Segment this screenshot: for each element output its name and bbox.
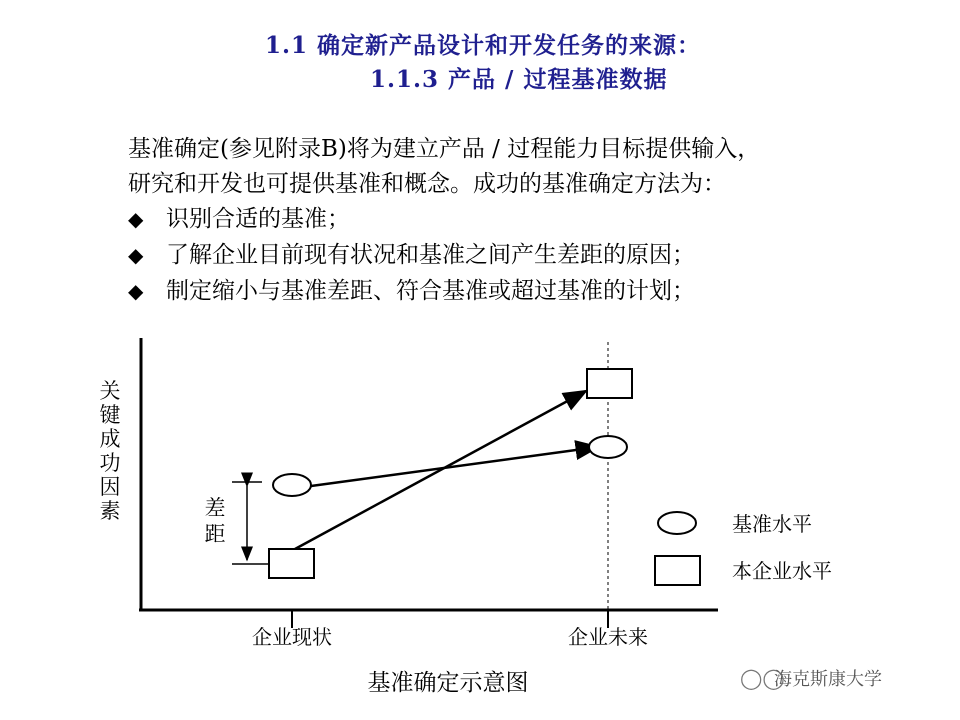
y-axis-label-char: 键 <box>99 403 121 427</box>
legend-benchmark-label: 基准水平 <box>732 512 812 536</box>
watermark-text: 海克斯康大学 <box>774 669 882 690</box>
intro-line-2: 研究和开发也可提供基准和概念。成功的基准确定方法为： <box>128 171 726 197</box>
bullet-text: 了解企业目前现有状况和基准之间产生差距的原因； <box>166 242 695 268</box>
bullet-text: 识别合适的基准； <box>166 206 350 232</box>
y-axis-label-char: 素 <box>99 499 121 523</box>
x-label-current: 企业现状 <box>252 625 332 649</box>
y-axis-label-char: 功 <box>99 451 121 475</box>
y-axis-label-char: 成 <box>99 427 121 451</box>
watermark <box>740 665 882 691</box>
benchmark-current-marker <box>273 474 311 496</box>
benchmark-future-marker <box>589 436 627 458</box>
enterprise-future-marker <box>587 369 632 398</box>
gap-label-char: 差 <box>204 496 226 520</box>
benchmark-trend-arrow <box>311 447 598 486</box>
title-line-1: 1.1 确定新产品设计和开发任务的来源： <box>265 32 702 59</box>
intro-line-1: 基准确定(参见附录B)将为建立产品 / 过程能力目标提供输入， <box>128 136 761 162</box>
diamond-icon: ◆ <box>128 243 144 267</box>
y-axis-label-char: 关 <box>99 379 121 403</box>
gap-label-char: 距 <box>204 522 226 546</box>
title-line-2: 1.1.3 产品 / 过程基准数据 <box>370 66 668 93</box>
legend-enterprise-label: 本企业水平 <box>732 559 832 583</box>
legend-square-icon <box>655 556 700 585</box>
diagram-caption: 基准确定示意图 <box>367 670 529 696</box>
y-axis-label-char: 因 <box>99 475 121 499</box>
diamond-icon: ◆ <box>128 279 144 303</box>
diamond-icon: ◆ <box>128 207 144 231</box>
enterprise-current-marker <box>269 549 314 578</box>
enterprise-trend-arrow <box>295 391 586 549</box>
x-label-future: 企业未来 <box>568 625 648 649</box>
wechat-icon: ◯◯ <box>740 666 785 690</box>
bullet-text: 制定缩小与基准差距、符合基准或超过基准的计划； <box>166 278 695 304</box>
legend-circle-icon <box>658 512 696 534</box>
